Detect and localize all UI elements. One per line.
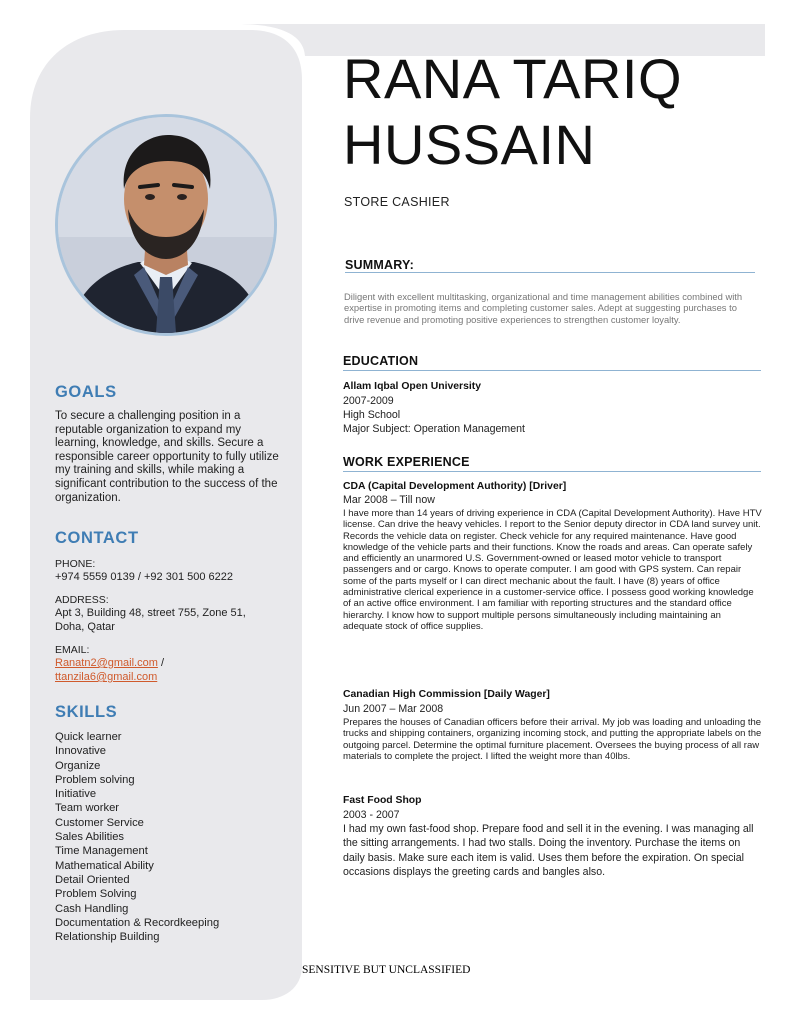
skill-item: Problem solving bbox=[55, 773, 135, 786]
candidate-name-line2: HUSSAIN bbox=[343, 113, 596, 176]
address-line1: Apt 3, Building 48, street 755, Zone 51, bbox=[55, 607, 246, 619]
job-title-1: CDA (Capital Development Authority) [Driver] bbox=[343, 481, 567, 492]
classification-footer: SENSITIVE BUT UNCLASSIFIED bbox=[302, 964, 471, 976]
skill-item: Documentation & Recordkeeping bbox=[55, 916, 220, 929]
job-description-2: Prepares the houses of Canadian officers before their arrival. My job was loading and unloading the trucks and shipping containers, organizing incoming stock, and putting the appropriate labels on the outgoing parcel. Determine the optimal furniture placement. Oversees the buying process of all raw materials to complete the project. I lifted the weight more than 40lbs. bbox=[343, 717, 762, 762]
candidate-name-line1: RANA TARIQ bbox=[343, 47, 683, 110]
candidate-name bbox=[343, 46, 773, 178]
email-separator: / bbox=[157, 657, 165, 669]
job-title: STORE CASHIER bbox=[344, 195, 450, 209]
email-link-secondary[interactable]: ttanzila6@gmail.com bbox=[55, 671, 158, 683]
skill-item: Quick learner bbox=[55, 731, 122, 743]
goals-heading: GOALS bbox=[55, 383, 117, 401]
education-level: High School bbox=[343, 409, 401, 421]
address-label: ADDRESS: bbox=[55, 594, 109, 606]
skills-heading: SKILLS bbox=[55, 703, 118, 721]
job-title-3: Fast Food Shop bbox=[343, 795, 422, 806]
work-heading: WORK EXPERIENCE bbox=[343, 455, 470, 469]
skill-item: Mathematical Ability bbox=[55, 859, 154, 872]
job-dates-2: Jun 2007 – Mar 2008 bbox=[343, 703, 444, 715]
email-line1 bbox=[55, 657, 164, 669]
work-divider bbox=[343, 471, 761, 472]
email-label: EMAIL: bbox=[55, 644, 90, 656]
skill-item: Time Management bbox=[55, 845, 148, 858]
skill-item: Detail Oriented bbox=[55, 873, 130, 886]
education-major: Major Subject: Operation Management bbox=[343, 423, 525, 435]
skill-item: Innovative bbox=[55, 745, 106, 758]
skill-item: Cash Handling bbox=[55, 902, 129, 915]
phone-value: +974 5559 0139 / +92 301 500 6222 bbox=[55, 571, 234, 583]
portrait-illustration bbox=[58, 117, 274, 333]
skill-item: Sales Abilities bbox=[55, 831, 125, 844]
skills-list bbox=[55, 730, 219, 944]
phone-label: PHONE: bbox=[55, 558, 96, 570]
skill-item: Problem Solving bbox=[55, 888, 137, 901]
education-years: 2007-2009 bbox=[343, 395, 394, 407]
skill-item: Organize bbox=[55, 759, 101, 772]
address-line2: Doha, Qatar bbox=[55, 621, 115, 633]
education-divider bbox=[343, 370, 761, 371]
summary-divider bbox=[345, 272, 755, 273]
skill-item: Customer Service bbox=[55, 816, 144, 829]
skill-item: Team worker bbox=[55, 802, 120, 815]
email-link-primary[interactable]: Ranatn2@gmail.com bbox=[55, 657, 158, 669]
goals-text: To secure a challenging position in a reputable organization to expand my learning, knowledge, and skills. Secure a responsible career opportunity to fully utilize my training and skills, while making a significant contribution to the success of the organization. bbox=[55, 410, 279, 504]
job-description-3: I had my own fast-food shop. Prepare food and sell it in the evening. I was managing all the sitting arrangements. I had two stalls. Doing the inventory. Purchase the items on daily basis. Make sure each item is valid. Uses them before the expiration. On special occasions displays the greeting cards and bangles also. bbox=[343, 823, 754, 879]
email-line2 bbox=[55, 671, 157, 683]
job-dates-3: 2003 - 2007 bbox=[343, 809, 400, 821]
profile-photo bbox=[55, 114, 277, 336]
skill-item: Initiative bbox=[55, 788, 97, 801]
summary-text: Diligent with excellent multitasking, organizational and time management abilities combined with expertise in promoting items and completing customer sales. Adept at suggesting purchases to drive revenue and promoting positive experiences to strengthen customer loyalty. bbox=[344, 291, 743, 325]
skill-item: Relationship Building bbox=[55, 931, 160, 944]
job-title-2: Canadian High Commission [Daily Wager] bbox=[343, 689, 550, 700]
education-heading: EDUCATION bbox=[343, 354, 419, 368]
education-school: Allam Iqbal Open University bbox=[343, 381, 482, 392]
contact-heading: CONTACT bbox=[55, 529, 139, 547]
job-dates-1: Mar 2008 – Till now bbox=[343, 494, 435, 506]
job-description-1: I have more than 14 years of driving experience in CDA (Capital Development Authority). Have HTV license. Can drive the heavy vehicles. I report to the Senior deputy director in CDA land survey unit. Records the vehicle data on register. Check vehicle for any required maintenance. Have good knowledge of the vehicle parts and their functions. Know the roads and areas. Can operate safely and efficiently an unarmored U.S. Government-owned or leased motor vehicle to transport passengers and or cargo. Knows to operate computer. I am good with GPS system. Can repair some of the parts myself or I can direct mechanic about the fault. I have (8) years of office administrative clerical experience in a customer-service office. I possess good working knowledge of an active office environment. I am familiar with reporting structures and the standard office hierarchy. I know how to support multiple persons simultaneously including maintaining an adequate stock of office supplies. bbox=[343, 508, 762, 632]
summary-heading: SUMMARY: bbox=[345, 258, 414, 272]
